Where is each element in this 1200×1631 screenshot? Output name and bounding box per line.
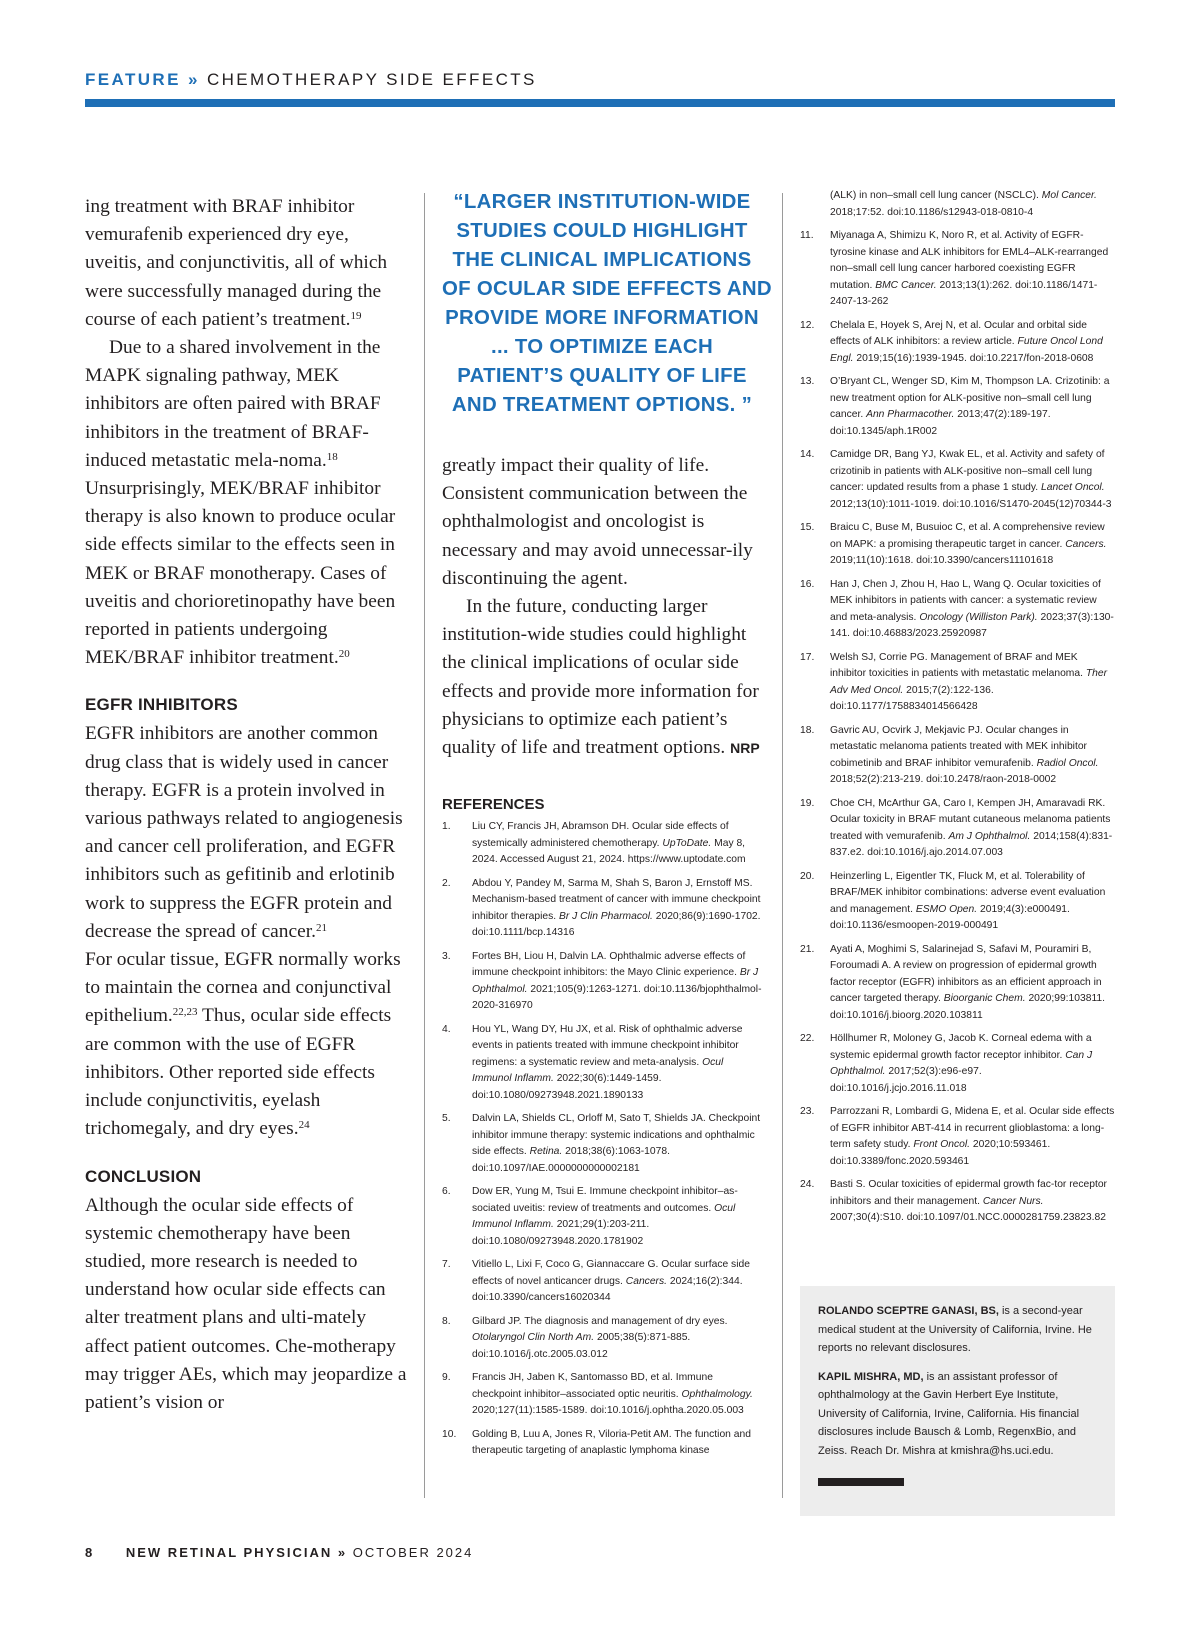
citation: 20 bbox=[338, 648, 350, 661]
reference-details: 2005;38(5):871-885. doi:10.1016/j.otc.2005.03.012 bbox=[472, 1332, 691, 1360]
reference-journal: Retina. bbox=[529, 1146, 563, 1158]
references-list bbox=[800, 188, 1115, 1227]
reference-number: 2. bbox=[442, 877, 451, 889]
reference-number bbox=[800, 188, 830, 221]
issue-date: OCTOBER 2024 bbox=[352, 1545, 474, 1560]
reference-journal: UpToDate. bbox=[662, 837, 712, 849]
reference-number: 12. bbox=[800, 319, 815, 331]
reference-text bbox=[830, 650, 1115, 716]
reference-text bbox=[830, 1177, 1115, 1227]
reference-item bbox=[442, 876, 762, 942]
paragraph bbox=[442, 593, 762, 762]
reference-item bbox=[800, 650, 1115, 716]
reference-citation: Ayati A, Moghimi S, Salarinejad S, Safavi M, Pouramiri B, Foroumadi A. A review on progression of epidermal growth factor receptor (EGFR) inhibitors as an efficient approach in cancer targeted therapy. bbox=[830, 943, 1102, 1004]
reference-details: 2019;11(10):1618. doi:10.3390/cancers11101618 bbox=[830, 555, 1054, 566]
reference-citation: Han J, Chen J, Zhou H, Hao L, Wang Q. Ocular toxicities of MEK inhibitors in patients with cancer: a systematic review and meta-analysis. bbox=[830, 578, 1101, 623]
pull-quote-line: STUDIES COULD HIGHLIGHT bbox=[456, 220, 748, 242]
reference-citation: Golding B, Luu A, Jones R, Viloria-Petit AM. The function and therapeutic targeting of anaplastic lymphoma kinase bbox=[472, 1428, 751, 1457]
reference-journal: Can J Ophthalmol. bbox=[830, 1049, 1093, 1077]
reference-text bbox=[472, 819, 762, 869]
reference-journal: Ann Pharmacother. bbox=[866, 409, 955, 420]
reference-number: 21. bbox=[800, 943, 815, 955]
article-body-continued bbox=[442, 452, 762, 762]
reference-citation: (ALK) in non–small cell lung cancer (NSCLC). bbox=[830, 190, 1039, 201]
reference-item bbox=[800, 1177, 1115, 1227]
reference-text bbox=[472, 1370, 762, 1420]
column-divider bbox=[424, 193, 425, 1498]
reference-citation: Welsh SJ, Corrie PG. Management of BRAF and MEK inhibitor toxicities in patients with metastatic melanoma. bbox=[830, 651, 1083, 679]
reference-item bbox=[800, 723, 1115, 789]
end-mark: NRP bbox=[730, 740, 760, 757]
reference-details: 2019;4(3):e000491. doi:10.1136/esmoopen-2019-000491 bbox=[830, 903, 1070, 931]
reference-citation: Vitiello L, Lixi F, Coco G, Giannaccare G. Ocular surface side effects of novel anticancer drugs. bbox=[472, 1259, 750, 1287]
reference-item bbox=[442, 1184, 762, 1250]
reference-item bbox=[800, 374, 1115, 440]
reference-journal: Ophthalmology. bbox=[681, 1388, 753, 1400]
reference-journal: Mol Cancer. bbox=[1041, 190, 1097, 201]
reference-number: 15. bbox=[800, 522, 815, 533]
reference-journal: Oncology (Williston Park). bbox=[919, 611, 1038, 623]
author-bio-box bbox=[800, 1286, 1115, 1516]
reference-text bbox=[472, 1314, 762, 1364]
paragraph-text: Thus, ocular side effects are common with the use of EGFR inhibitors. Other reported side effects include conjunctivitis, eyelash trichomegaly, and dry eyes. bbox=[85, 1005, 392, 1140]
reference-details: 2014;158(4):831-837.e2. doi:10.1016/j.ajo.2014.07.003 bbox=[830, 830, 1113, 858]
reference-item bbox=[442, 1314, 762, 1364]
reference-details: 2020;127(11):1585-1589. doi:10.1016/j.ophtha.2020.05.003 bbox=[472, 1405, 744, 1417]
reference-item bbox=[800, 942, 1115, 1025]
reference-number: 22. bbox=[800, 1033, 815, 1044]
reference-details: 2020;10:593461. doi:10.3389/fonc.2020.593461 bbox=[830, 1139, 1051, 1167]
reference-journal: Front Oncol. bbox=[913, 1139, 971, 1150]
reference-number: 4. bbox=[442, 1023, 451, 1035]
author-bio-text: is an assistant professor of ophthalmology at the Gavin Herbert Eye Institute, University of California, Irvine, California. His financial disclosures include Bausch & Lomb, RegenxBio, and Zeiss. Reach Dr. Mishra at kmishra@hs.uci.edu. bbox=[818, 1370, 1080, 1457]
reference-journal: Cancers. bbox=[1065, 538, 1107, 550]
paragraph bbox=[85, 193, 410, 334]
reference-citation: Hou YL, Wang DY, Hu JX, et al. Risk of ophthalmic adverse events in patients treated with immune checkpoint inhibitor regimens: a systematic review and meta-analysis. bbox=[472, 1023, 743, 1068]
author-name: KAPIL MISHRA, MD, bbox=[818, 1370, 924, 1383]
reference-details: 2021;105(9):1263-1271. doi:10.1136/bjophthalmol-2020-316970 bbox=[472, 983, 762, 1012]
reference-details: 2012;13(10):1011-1019. doi:10.1016/S1470-2045(12)70344-3 bbox=[830, 498, 1112, 510]
citation: 22,23 bbox=[172, 1006, 198, 1019]
reference-journal: Am J Ophthalmol. bbox=[948, 830, 1031, 842]
author-bio bbox=[818, 1368, 1097, 1461]
footer-separator: » bbox=[337, 1545, 348, 1560]
paragraph-text: For ocular tissue, EGFR normally works to maintain the cornea and conjunctival epithelium. bbox=[85, 949, 401, 1027]
reference-item bbox=[442, 819, 762, 869]
reference-item bbox=[800, 1031, 1115, 1097]
reference-journal: BMC Cancer. bbox=[875, 279, 937, 291]
reference-item bbox=[442, 1370, 762, 1420]
reference-details: 2023;37(3):130-141. doi:10.46883/2023.25920987 bbox=[830, 611, 1114, 639]
reference-details: 2024;16(2):344. doi:10.3390/cancers16020344 bbox=[472, 1275, 743, 1304]
reference-item bbox=[442, 1111, 762, 1177]
reference-item bbox=[800, 1104, 1115, 1170]
reference-text bbox=[830, 520, 1115, 570]
reference-text bbox=[830, 796, 1115, 862]
reference-text bbox=[472, 1257, 762, 1307]
header-feature-label: FEATURE bbox=[85, 70, 181, 89]
references-column bbox=[800, 188, 1115, 1234]
reference-citation: Höllhumer R, Moloney G, Jacob K. Corneal edema with a systemic epidermal growth factor receptor inhibitor. bbox=[830, 1033, 1092, 1061]
reference-number: 10. bbox=[442, 1428, 457, 1440]
reference-citation: O’Bryant CL, Wenger SD, Kim M, Thompson LA. Crizotinib: a new treatment option for ALK-positive non–small cell lung cancer. bbox=[830, 376, 1110, 420]
reference-citation: Liu CY, Francis JH, Abramson DH. Ocular side effects of systemically administered chemotherapy. bbox=[472, 821, 729, 849]
references-list bbox=[442, 819, 762, 1460]
paragraph bbox=[85, 946, 410, 1143]
reference-journal: Future Oncol Lond Engl. bbox=[830, 336, 1103, 364]
reference-journal: Otolaryngol Clin North Am. bbox=[472, 1332, 595, 1344]
running-header bbox=[85, 70, 1115, 90]
column-divider bbox=[782, 193, 783, 1498]
reference-text bbox=[830, 1031, 1115, 1097]
reference-citation: Dalvin LA, Shields CL, Orloff M, Sato T, Shields JA. Checkpoint inhibitor immune therapy: systemic indications and ophthalmic side effects. bbox=[472, 1113, 761, 1158]
running-footer bbox=[85, 1545, 473, 1560]
reference-citation: Gilbard JP. The diagnosis and management of dry eyes. bbox=[472, 1315, 728, 1327]
reference-journal: Ther Adv Med Oncol. bbox=[830, 668, 1108, 696]
reference-details: 2018;17:52. doi:10.1186/s12943-018-0810-4 bbox=[830, 206, 1034, 218]
reference-text bbox=[830, 942, 1115, 1025]
reference-number: 5. bbox=[442, 1113, 451, 1125]
author-bio bbox=[818, 1302, 1097, 1358]
paragraph bbox=[85, 720, 410, 946]
paragraph: Although the ocular side effects of systemic chemotherapy have been studied, more research is needed to understand how ocular side effects can alter treatment plans and ulti-mately affect patient outcomes. Che-motherapy may trigger AEs, which may jeopardize a patient’s vision or bbox=[85, 1194, 407, 1413]
end-bar bbox=[818, 1478, 904, 1486]
reference-citation: Heinzerling L, Eigentler TK, Fluck M, et al. Tolerability of BRAF/MEK inhibitor combinations: adverse event evaluation and management. bbox=[830, 870, 1106, 915]
pull-quote-line: AND TREATMENT OPTIONS. ” bbox=[451, 394, 753, 416]
section-heading-egfr: EGFR INHIBITORS bbox=[85, 695, 238, 715]
reference-text bbox=[830, 374, 1115, 440]
reference-citation: Camidge DR, Bang YJ, Kwak EL, et al. Activity and safety of crizotinib in patients with ALK-positive non–small cell lung cancer: updated results from a phase 1 study. bbox=[830, 449, 1105, 493]
reference-citation: Chelala E, Hoyek S, Arej N, et al. Ocular and orbital side effects of ALK inhibitors: a review article. bbox=[830, 319, 1087, 347]
reference-number: 1. bbox=[442, 821, 451, 833]
reference-item bbox=[800, 188, 1115, 221]
reference-number: 16. bbox=[800, 578, 815, 590]
paragraph-text: EGFR inhibitors are another common drug class that is widely used in cancer therapy. EGFR is a protein involved in various pathways related to angiogenesis and cancer cell proliferation, and EGFR inhibitors such as gefitinib and erlotinib work to suppress the EGFR protein and decrease the spread of cancer. bbox=[85, 723, 403, 942]
header-topic: CHEMOTHERAPY SIDE EFFECTS bbox=[206, 70, 537, 89]
reference-details: 2013;13(1):262. doi:10.1186/1471-2407-13-262 bbox=[830, 279, 1098, 307]
reference-citation: Francis JH, Jaben K, Santomasso BD, et al. Immune checkpoint inhibitor–associated optic neuritis. bbox=[472, 1372, 713, 1400]
reference-number: 3. bbox=[442, 950, 451, 962]
pull-quote bbox=[442, 188, 772, 420]
reference-journal: Cancers. bbox=[625, 1275, 667, 1287]
pull-quote-line: THE CLINICAL IMPLICATIONS bbox=[452, 249, 752, 271]
reference-details: 2017;52(3):e96-e97. doi:10.1016/j.jcjo.2016.11.018 bbox=[830, 1066, 982, 1094]
reference-number: 20. bbox=[800, 870, 815, 882]
reference-journal: Br J Ophthalmol. bbox=[472, 967, 759, 995]
paragraph-text: Unsurprisingly, MEK/BRAF inhibitor therapy is also known to produce ocular side effects similar to the effects seen in MEK or BRAF monotherapy. Cases of uveitis and chorioretinopathy have been reported in patients undergoing MEK/BRAF inhibitor treatment. bbox=[85, 478, 396, 669]
reference-citation: Fortes BH, Liou H, Dalvin LA. Ophthalmic adverse effects of immune checkpoint inhibitors: the Mayo Clinic experience. bbox=[472, 950, 746, 979]
reference-text bbox=[830, 577, 1115, 643]
reference-text bbox=[472, 1184, 762, 1250]
references-heading: REFERENCES bbox=[442, 796, 545, 814]
reference-text bbox=[472, 949, 762, 1015]
reference-item bbox=[442, 1022, 762, 1105]
reference-number: 18. bbox=[800, 724, 815, 736]
reference-journal: Bioorganic Chem. bbox=[943, 993, 1026, 1004]
paragraph: greatly impact their quality of life. Consistent communication between the ophthalmologist and oncologist is necessary and may avoid unnecessar-ily discontinuing the agent. bbox=[442, 455, 753, 589]
reference-number: 11. bbox=[800, 230, 814, 241]
reference-details: 2019;15(16):1939-1945. doi:10.2217/fon-2018-0608 bbox=[856, 352, 1094, 364]
reference-number: 14. bbox=[800, 449, 815, 460]
reference-details: 2007;30(4):S10. doi:10.1097/01.NCC.0000281759.23823.82 bbox=[830, 1212, 1106, 1223]
publication-name: NEW RETINAL PHYSICIAN bbox=[125, 1545, 333, 1560]
reference-number: 6. bbox=[442, 1186, 451, 1198]
reference-citation: Choe CH, McArthur GA, Caro I, Kempen JH, Amaravadi RK. Ocular toxicity in BRAF mutant cutaneous melanoma patients treated with vemurafenib. bbox=[830, 797, 1111, 842]
reference-item bbox=[800, 520, 1115, 570]
reference-item bbox=[800, 577, 1115, 643]
citation: 21 bbox=[315, 921, 327, 934]
reference-item bbox=[800, 796, 1115, 862]
paragraph-text: Due to a shared involvement in the MAPK signaling pathway, MEK inhibitors are often paired with BRAF inhibitors in the treatment of BRAF-induced metastatic mela-noma. bbox=[85, 337, 381, 471]
reference-details: 2021;29(1):203-211. doi:10.1080/09273948.2020.1781902 bbox=[472, 1219, 650, 1247]
reference-item bbox=[442, 949, 762, 1015]
paragraph bbox=[85, 334, 410, 672]
reference-journal: Br J Clin Pharmacol. bbox=[559, 910, 653, 922]
reference-text bbox=[472, 876, 762, 942]
reference-journal: Radiol Oncol. bbox=[1036, 757, 1099, 769]
author-bio-text: is a second-year medical student at the University of California, Irvine. He reports no relevant disclosures. bbox=[818, 1305, 1092, 1354]
reference-citation: Gavric AU, Ocvirk J, Mekjavic PJ. Ocular changes in metastatic melanoma patients treated with MEK inhibitor cobimetinib and BRAF inhibitor vemurafenib. bbox=[830, 724, 1087, 769]
reference-details: 2018;38(6):1063-1078. doi:10.1097/IAE.0000000000002181 bbox=[472, 1146, 670, 1174]
reference-text bbox=[830, 723, 1115, 789]
reference-citation: Abdou Y, Pandey M, Sarma M, Shah S, Baron J, Ernstoff MS. Mechanism-based treatment of cancer with immune checkpoint inhibitor therapies. bbox=[472, 877, 761, 922]
reference-number: 19. bbox=[800, 797, 815, 809]
reference-text bbox=[472, 1427, 762, 1460]
reference-citation: Dow ER, Yung M, Tsui E. Immune checkpoint inhibitor–as-sociated uveitis: review of treatments and outcomes. bbox=[472, 1186, 738, 1214]
section-heading-conclusion: CONCLUSION bbox=[85, 1166, 202, 1186]
reference-citation: Basti S. Ocular toxicities of epidermal growth fac-tor receptor inhibitors and their management. bbox=[830, 1179, 1107, 1207]
page-number: 8 bbox=[85, 1545, 95, 1560]
reference-details: 2020;99:103811. doi:10.1016/j.bioorg.2020.103811 bbox=[830, 993, 1105, 1021]
reference-text bbox=[830, 869, 1115, 935]
reference-item bbox=[800, 228, 1115, 311]
reference-details: 2022;30(6):1449-1459. doi:10.1080/09273948.2021.1890133 bbox=[472, 1073, 662, 1101]
reference-details: 2013;47(2):189-197. doi:10.1345/aph.1R002 bbox=[830, 409, 1051, 437]
reference-item bbox=[800, 318, 1115, 368]
paragraph-text: In the future, conducting larger institution-wide studies could highlight the clinical implications of ocular side effects and provide more information for physicians to optimize each patient’s quality of life and treatment options. bbox=[442, 596, 759, 759]
reference-text bbox=[830, 1104, 1115, 1170]
reference-details: 2018;52(2):213-219. doi:10.2478/raon-2018-0002 bbox=[830, 774, 1057, 785]
reference-number: 17. bbox=[800, 651, 815, 663]
reference-text bbox=[830, 228, 1115, 311]
reference-text bbox=[472, 1022, 762, 1105]
reference-item bbox=[442, 1257, 762, 1307]
reference-journal: Cancer Nurs. bbox=[982, 1195, 1044, 1207]
reference-item bbox=[800, 447, 1115, 513]
paragraph-text: ing treatment with BRAF inhibitor vemurafenib experienced dry eye, uveitis, and conjunctivitis, all of which were successfully managed during the course of each patient’s treatment. bbox=[85, 196, 388, 330]
reference-item bbox=[442, 1427, 762, 1460]
citation: 24 bbox=[298, 1119, 310, 1132]
reference-text bbox=[472, 1111, 762, 1177]
reference-number: 24. bbox=[800, 1179, 815, 1190]
citation: 18 bbox=[326, 450, 338, 463]
reference-details: May 8, 2024. Accessed August 21, 2024. https://www.uptodate.com bbox=[472, 837, 746, 866]
pull-quote-line: PROVIDE MORE INFORMATION bbox=[445, 307, 759, 329]
header-rule bbox=[85, 99, 1115, 107]
reference-number: 23. bbox=[800, 1106, 815, 1117]
author-name: ROLANDO SCEPTRE GANASI, BS, bbox=[818, 1305, 999, 1317]
citation: 19 bbox=[350, 309, 362, 322]
reference-number: 13. bbox=[800, 376, 815, 387]
reference-text bbox=[830, 188, 1115, 221]
article-column-2 bbox=[442, 188, 772, 1467]
reference-journal: Lancet Oncol. bbox=[1041, 482, 1105, 493]
reference-number: 9. bbox=[442, 1372, 451, 1384]
reference-number: 7. bbox=[442, 1259, 451, 1271]
header-separator: » bbox=[187, 70, 200, 89]
pull-quote-line: OF OCULAR SIDE EFFECTS AND bbox=[442, 278, 772, 300]
reference-text bbox=[830, 447, 1115, 513]
reference-journal: Ocul Immunol Inflamm. bbox=[472, 1056, 724, 1085]
header-text bbox=[85, 70, 1115, 90]
reference-citation: Miyanaga A, Shimizu K, Noro R, et al. Activity of EGFR-tyrosine kinase and ALK inhibitors for EML4–ALK-rearranged non–small cell lung cancer harbored coexisting EGFR mutation. bbox=[830, 230, 1109, 291]
reference-citation: Braicu C, Buse M, Busuioc C, et al. A comprehensive review on MAPK: a promising therapeutic target in cancer. bbox=[830, 522, 1105, 550]
reference-item bbox=[800, 869, 1115, 935]
reference-number: 8. bbox=[442, 1315, 451, 1327]
reference-details: 2015;7(2):122-136. doi:10.1177/1758834014566428 bbox=[830, 684, 994, 712]
reference-citation: Parrozzani R, Lombardi G, Midena E, et al. Ocular side effects of EGFR inhibitor ABT-414 in recurrent glioblastoma: a long-term safety study. bbox=[830, 1106, 1115, 1150]
reference-journal: Ocul Immunol Inflamm. bbox=[472, 1202, 736, 1231]
article-column-1 bbox=[85, 193, 410, 1417]
reference-details: 2020;86(9):1690-1702. doi:10.1111/bcp.14316 bbox=[472, 910, 761, 939]
pull-quote-line: PATIENT’S QUALITY OF LIFE bbox=[457, 365, 747, 387]
pull-quote-line: ... TO OPTIMIZE EACH bbox=[490, 336, 713, 358]
pull-quote-line: “LARGER INSTITUTION-WIDE bbox=[453, 191, 751, 213]
reference-journal: ESMO Open. bbox=[915, 903, 978, 915]
reference-text bbox=[830, 318, 1115, 368]
